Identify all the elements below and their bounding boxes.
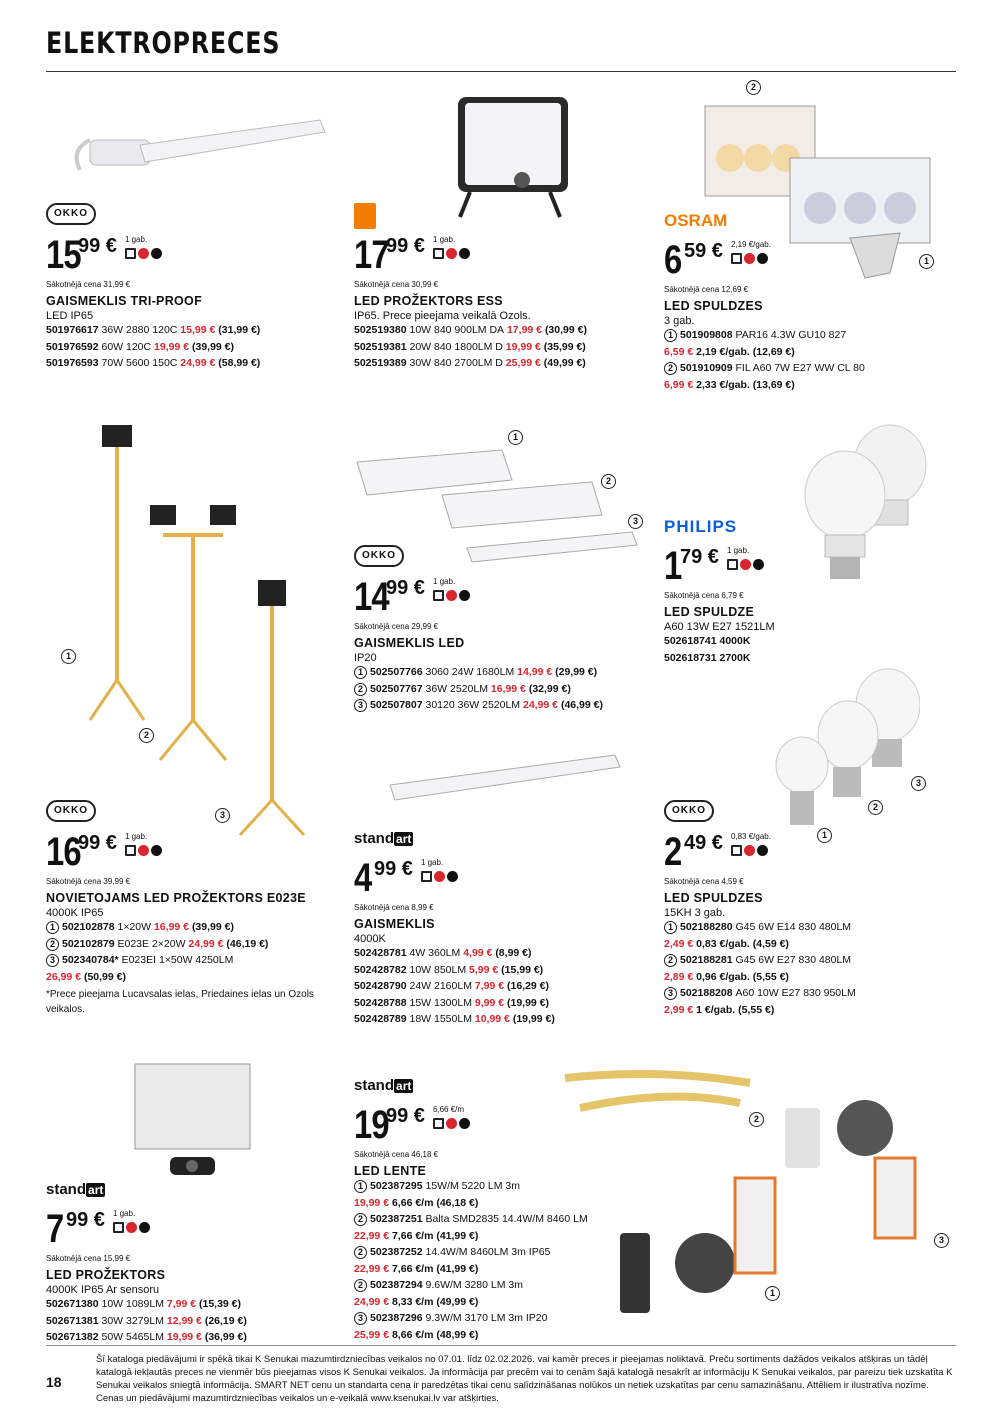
marker-3: 1 — [61, 649, 76, 664]
variant-line: 1 501909808 PAR16 4.3W GU10 827 — [664, 327, 964, 344]
product-desc: IP20 — [354, 652, 377, 664]
old-price: Sākotnējā cena 15,99 € — [46, 1254, 131, 1263]
marker-8: 3 — [628, 514, 643, 529]
product-name: LED PROŽEKTORS ESS — [354, 294, 503, 308]
variant-line: 3 502507807 30120 36W 2520LM 24,99 € (46,99 €) — [354, 697, 654, 714]
price: 6 59 € 2,19 €/gab. — [664, 238, 771, 282]
price: 7 99 € 1 gab. — [46, 1209, 346, 1249]
variant-line: 502428790 24W 2160LM 7,99 € (16,29 €) — [354, 980, 550, 992]
marker-7: 2 — [601, 474, 616, 489]
variant-line: 2 502387251 Balta SMD2835 14.4W/M 8460 LM — [354, 1211, 654, 1228]
variant-price: 19,99 € 6,66 €/m (46,18 €) — [354, 1196, 479, 1209]
price: 4 99 € 1 gab. — [354, 858, 654, 898]
variant-line: 502671380 10W 1089LM 7,99 € (15,39 €) — [46, 1298, 242, 1310]
variant-line: 502618741 4000K — [664, 635, 751, 647]
old-price: Sākotnējā cena 30,99 € — [354, 280, 439, 289]
product-desc: IP65. Prece pieejama veikalā Ozols. — [354, 310, 531, 322]
variant-price: 2,89 € 0,96 €/gab. (5,55 €) — [664, 970, 789, 983]
variant-line: 2 501910909 FIL A60 7W E27 WW CL 80 — [664, 360, 964, 377]
marker-12: 2 — [749, 1112, 764, 1127]
marker-10: 2 — [868, 800, 883, 815]
product-name: LED SPULDZES — [664, 299, 763, 313]
product-name: NOVIETOJAMS LED PROŽEKTORS E023E — [46, 891, 306, 905]
standart-logo: stand art — [354, 830, 412, 847]
variant-line: 2 502102879 E023E 2×20W 24,99 € (46,19 €) — [46, 936, 346, 953]
variant-line: 502618731 2700K — [664, 651, 751, 664]
variant-line: 1 502387295 15W/M 5220 LM 3m — [354, 1178, 654, 1195]
old-price: Sākotnējā cena 12,69 € — [664, 285, 749, 294]
product-desc: 4000K IP65 Ar sensoru — [46, 1284, 160, 1296]
marker-1: 2 — [746, 80, 761, 95]
old-price: Sākotnējā cena 39,99 € — [46, 877, 131, 886]
tri-proof-lamp-image — [60, 100, 330, 190]
variant-line: 2 502507767 36W 2520LM 16,99 € (32,99 €) — [354, 681, 654, 698]
variant-line: 2 502387294 9.6W/M 3280 LM 3m — [354, 1277, 654, 1294]
product-desc: 4000K — [354, 933, 386, 945]
variant-price: 26,99 € (50,99 €) — [46, 970, 126, 983]
product-desc: 15KH 3 gab. — [664, 907, 726, 919]
product-led-strip — [354, 1073, 654, 1343]
product-name: GAISMEKLIS LED — [354, 636, 465, 650]
marker-6: 1 — [508, 430, 523, 445]
product-desc: 3 gab. — [664, 315, 695, 327]
marker-9: 3 — [911, 776, 926, 791]
variant-line: 502519380 10W 840 900LM DA 17,99 € (30,99 €) — [354, 324, 587, 336]
variant-price: 2,49 € 0,83 €/gab. (4,59 €) — [664, 937, 789, 950]
product-tripod-floodlight — [46, 800, 346, 1017]
title-divider — [46, 71, 956, 72]
marker-11: 1 — [817, 828, 832, 843]
okko-logo: OKKO — [46, 203, 96, 225]
old-price: Sākotnējā cena 29,99 € — [354, 622, 439, 631]
standart-logo: stand art — [46, 1181, 104, 1198]
product-tri-proof — [46, 203, 346, 372]
product-osram-bulbs — [664, 208, 964, 393]
footer-divider — [46, 1345, 956, 1346]
old-price: Sākotnējā cena 4,59 € — [664, 877, 744, 886]
product-name: LED LENTE — [354, 1164, 427, 1178]
page-title: ELEKTROPRECES — [46, 26, 281, 60]
variant-line: 1 502507766 3060 24W 1680LM 14,99 € (29,99 €) — [354, 664, 654, 681]
marker-2: 1 — [919, 254, 934, 269]
variant-price: 6,59 € 2,19 €/gab. (12,69 €) — [664, 345, 795, 358]
philips-logo: PHILIPS — [664, 517, 738, 536]
variant-line: 1 502102878 1×20W 16,99 € (39,99 €) — [46, 919, 346, 936]
marker-4: 2 — [139, 728, 154, 743]
variant-line: 502428789 18W 1550LM 10,99 € (19,99 €) — [354, 1013, 555, 1025]
variant-line: 3 502340784* E023EI 1×50W 4250LM — [46, 952, 346, 969]
old-price: Sākotnējā cena 46,18 € — [354, 1150, 439, 1159]
variant-line: 501976617 36W 2880 120C 15,99 € (31,99 €) — [46, 324, 261, 336]
footer-disclaimer: Šī kataloga piedāvājumi ir spēkā tikai K Senukai mazumtirdzniecības veikalos no 07.01. līdz 02.02.2026. vai kamēr preces ir pieejamas noliktavā. Preču sortiments dažādos veikalos atšķiras un tādēļ katalogā iekļautās preces ne vienmēr būs pieejamas visos K Senukai veikalos. Ja informācija par precēm vai to cenām šajā katalogā nesakrīt ar informāciju K Senukai veikalos, par pareizu tiek uzskatīta K Senukai veikalos sniegtā informācija. SMART NET cenu un standarta cena ir paredzētas tikai cenu salīdzināšanas nolūkos un netiek uzskatītas par cenu samazināšanu. Attēliem ir ilustratīva nozīme. Cenas un piedāvājumi mazumtirdzniecības veikalos un e-veikalā www.ksenukai.lv var atšķirties. — [96, 1354, 953, 1404]
standart-logo: stand art — [354, 1077, 412, 1094]
product-name: LED SPULDZES — [664, 891, 763, 905]
variant-line: 3 502188208 A60 10W E27 830 950LM — [664, 985, 964, 1002]
sensor-floodlight-image — [130, 1062, 255, 1192]
variant-price: 22,99 € 7,66 €/m (41,99 €) — [354, 1229, 479, 1242]
product-desc: A60 13W E27 1521LM — [664, 621, 775, 633]
page-number: 18 — [46, 1374, 62, 1390]
variant-line: 502671381 30W 3279LM 12,99 € (26,19 €) — [46, 1314, 247, 1327]
old-price: Sākotnējā cena 8,99 € — [354, 903, 434, 912]
marker-14: 1 — [765, 1286, 780, 1301]
variant-price: 25,99 € 8,66 €/m (48,99 €) — [354, 1328, 479, 1341]
availability-note: *Prece pieejama Lucavsalas ielas, Priedaines ielas un Ozols veikalos. — [46, 989, 314, 1015]
price: 14 99 € 1 gab. — [354, 577, 654, 617]
marker-5: 3 — [215, 808, 230, 823]
variant-line: 502519389 30W 840 2700LM D 25,99 € (49,99 €) — [354, 357, 586, 369]
variant-price: 6,99 € 2,33 €/gab. (13,69 €) — [664, 378, 795, 391]
led-batten-image — [385, 745, 625, 805]
product-led-batten — [354, 826, 654, 1028]
variant-line: 2 502387252 14.4W/M 8460LM 3m IP65 — [354, 1244, 654, 1261]
tripod-floodlights-image — [80, 420, 350, 840]
price: 2 49 € 0,83 €/gab. — [664, 830, 771, 874]
product-name: GAISMEKLIS TRI-PROOF — [46, 294, 202, 308]
variant-line: 501976592 60W 120C 19,99 € (39,99 €) — [46, 340, 235, 353]
product-ess-floodlight — [354, 203, 654, 372]
product-sensor-floodlight — [46, 1177, 346, 1346]
old-price: Sākotnējā cena 6,79 € — [664, 591, 744, 600]
product-led-panel — [354, 545, 654, 714]
product-desc: LED IP65 — [46, 310, 94, 322]
variant-line: 2 502188281 G45 6W E27 830 480LM — [664, 952, 964, 969]
product-name: LED PROŽEKTORS — [46, 1268, 166, 1282]
okko-logo: OKKO — [664, 800, 714, 822]
variant-price: 24,99 € 8,33 €/m (49,99 €) — [354, 1295, 479, 1308]
product-globe-bulbs — [664, 800, 964, 1018]
variant-price: 2,99 € 1 €/gab. (5,55 €) — [664, 1003, 775, 1016]
variant-line: 502428781 4W 360LM 4,99 € (8,99 €) — [354, 947, 532, 959]
variant-price: 22,99 € 7,66 €/m (41,99 €) — [354, 1262, 479, 1275]
okko-logo: OKKO — [46, 800, 96, 822]
variant-line: 502671382 50W 5465LM 19,99 € (36,99 €) — [46, 1331, 247, 1343]
ledvance-logo — [354, 203, 376, 229]
variant-line: 1 502188280 G45 6W E14 830 480LM — [664, 919, 964, 936]
variant-line: 3 502387296 9.3W/M 3170 LM 3m IP20 — [354, 1310, 654, 1327]
old-price: Sākotnējā cena 31,99 € — [46, 280, 131, 289]
price: 17 99 € 1 gab. — [354, 235, 654, 275]
okko-logo: OKKO — [354, 545, 404, 567]
variant-line: 502428788 15W 1300LM 9,99 € (19,99 €) — [354, 996, 550, 1009]
variant-line: 502519381 20W 840 1800LM D 19,99 € (35,99 €) — [354, 340, 586, 353]
product-desc: 4000K IP65 — [46, 907, 104, 919]
price: 16 99 € 1 gab. — [46, 832, 346, 872]
variant-line: 502428782 10W 850LM 5,99 € (15,99 €) — [354, 963, 544, 976]
marker-13: 3 — [934, 1233, 949, 1248]
product-name: GAISMEKLIS — [354, 917, 435, 931]
product-philips-bulb — [664, 514, 964, 666]
variant-line: 501976593 70W 5600 150C 24,99 € (58,99 €) — [46, 357, 261, 369]
price: 15 99 € 1 gab. — [46, 235, 346, 275]
price: 19 99 € 6,66 €/m — [354, 1105, 654, 1145]
osram-logo: OSRAM — [664, 211, 728, 230]
price: 1 79 € 1 gab. — [664, 546, 964, 586]
product-name: LED SPULDZE — [664, 605, 755, 619]
